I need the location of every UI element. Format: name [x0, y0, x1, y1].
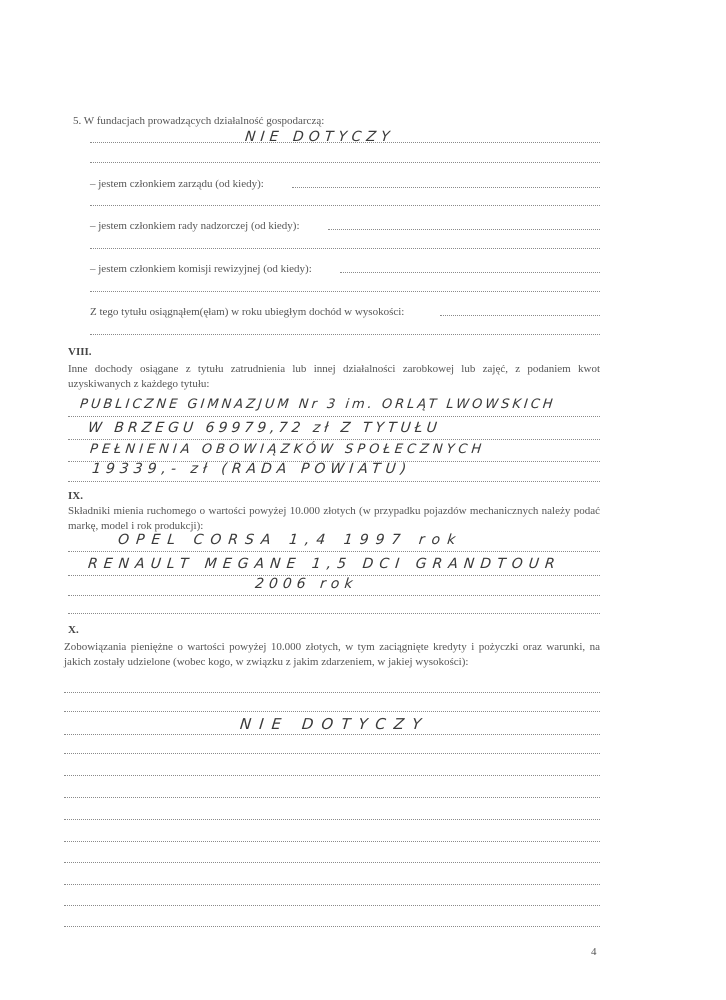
dotted-line [68, 479, 600, 482]
section-9-hw-line-2: RENAULT MEGANE 1,5 DCI GRANDTOUR [87, 556, 562, 572]
dotted-line [68, 414, 600, 417]
section-8-hw-line-2: W BRZEGU 69979,72 zł Z TYTUŁU [87, 420, 442, 436]
section-8-text: Inne dochody osiągane z tytułu zatrudnienia lub innej działalności zarobkowej lub zajęć, z podaniem kwot uzyskiwanych z każdego tytułu: [68, 363, 600, 390]
section-10-text: Zobowiązania pieniężne o wartości powyżej 10.000 złotych, w tym zaciągnięte kredyty i pożyczki oraz warunki, na jakich zostały udzielone (wobec kogo, w związku z jakim zdarzeniem, w jakiej wysokości): [64, 641, 600, 668]
dotted-line [64, 924, 600, 927]
section-8-hw-line-3: PEŁNIENIA OBOWIĄZKÓW SPOŁECZNYCH [89, 442, 486, 457]
dotted-line [90, 289, 600, 292]
section-8-number: VIII. [68, 346, 92, 358]
dotted-line [90, 246, 600, 249]
dotted-line [68, 549, 600, 552]
dotted-line [328, 227, 600, 230]
dotted-line [64, 732, 600, 735]
section-5-item-board: – jestem członkiem zarządu (od kiedy): [90, 178, 264, 190]
section-9-number: IX. [68, 490, 83, 502]
dotted-line [64, 903, 600, 906]
dotted-line [64, 817, 600, 820]
section-9-hw-line-3: 2006 rok [254, 576, 359, 592]
section-10-answer: NIE DOTYCZY [239, 715, 431, 733]
dotted-line [68, 593, 600, 596]
dotted-line [68, 437, 600, 440]
dotted-line [64, 709, 600, 712]
section-5-income-label: Z tego tytułu osiągnąłem(ęłam) w roku ubiegłym dochód w wysokości: [90, 306, 405, 318]
dotted-line [64, 882, 600, 885]
section-5-item-supervisory: – jestem członkiem rady nadzorczej (od kiedy): [90, 220, 300, 232]
section-5-item-audit: – jestem członkiem komisji rewizyjnej (od kiedy): [90, 263, 312, 275]
section-8-hw-line-1: PUBLICZNE GIMNAZJUM Nr 3 im. ORLĄT LWOWSKICH [79, 397, 557, 412]
dotted-line [64, 751, 600, 754]
dotted-line [64, 839, 600, 842]
dotted-line [90, 332, 600, 335]
dotted-line [64, 860, 600, 863]
section-9-hw-line-1: OPEL CORSA 1,4 1997 rok [117, 532, 464, 548]
section-10-number: X. [68, 624, 79, 636]
dotted-line [90, 203, 600, 206]
section-8-hw-line-4: 19339,- zł (RADA POWIATU) [91, 461, 412, 477]
dotted-line [90, 160, 600, 163]
section-5-heading: 5. W fundacjach prowadzących działalność gospodarczą: [73, 115, 325, 127]
dotted-line [68, 611, 600, 614]
section-5-answer: NIE DOTYCZY [244, 129, 396, 145]
dotted-line [64, 795, 600, 798]
dotted-line [64, 690, 600, 693]
dotted-line [340, 270, 600, 273]
page-number: 4 [591, 946, 597, 958]
dotted-line [292, 185, 600, 188]
dotted-line [440, 313, 600, 316]
dotted-line [64, 773, 600, 776]
section-9-text: Składniki mienia ruchomego o wartości powyżej 10.000 złotych (w przypadku pojazdów mechanicznych należy podać markę, model i rok produkcji): [68, 505, 600, 532]
